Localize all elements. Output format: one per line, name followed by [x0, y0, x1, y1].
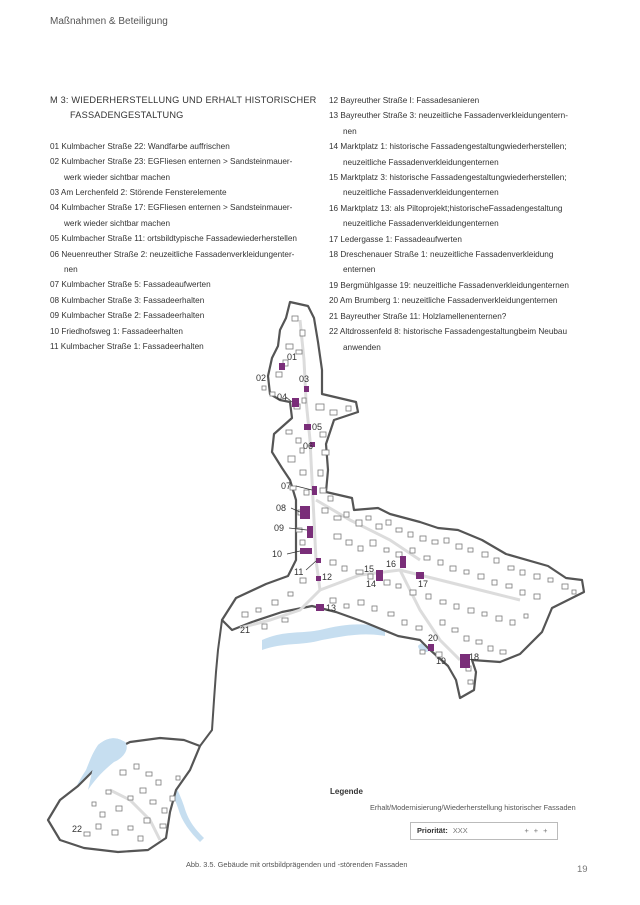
building [346, 540, 352, 545]
building [328, 496, 333, 501]
measure-item-text: 15 Marktplatz 3: historische Fassadengestaltungwiederherstellen; [329, 173, 567, 183]
building [426, 594, 431, 599]
building [478, 574, 484, 579]
highlighted-building [376, 570, 383, 581]
building [300, 540, 305, 545]
measure-item-text: 21 Bayreuther Straße 11: Holzlamellenenternen? [329, 311, 507, 321]
highlighted-building [416, 572, 424, 579]
measure-item-text: 02 Kulmbacher Straße 23: EGFliesen enternen > Sandsteinmauer- [50, 157, 293, 167]
measure-item-continuation: werk wieder sichtbar machen [64, 172, 171, 182]
building [494, 558, 499, 563]
building [286, 344, 293, 349]
measure-item-text: 14 Marktplatz 1: historische Fassadengestaltungwiederherstellen; [329, 142, 567, 152]
highlighted-building [312, 486, 317, 495]
building [416, 626, 422, 630]
building [468, 548, 473, 552]
building [356, 520, 362, 526]
building [162, 808, 167, 813]
building [160, 824, 166, 828]
building [300, 578, 306, 583]
map-label: 08 [276, 503, 287, 513]
building [138, 836, 143, 841]
building [534, 574, 540, 579]
map-label: 17 [418, 579, 429, 589]
building [384, 580, 390, 585]
map-label: 06 [303, 441, 314, 451]
building [510, 620, 515, 625]
building [320, 432, 326, 437]
priority-scale: + + + [524, 826, 549, 835]
building [396, 528, 402, 532]
map-label: 16 [386, 559, 397, 569]
building [120, 770, 126, 775]
building [140, 788, 146, 793]
building [548, 578, 553, 582]
building [344, 512, 349, 517]
measure-item-text: 11 Kulmbacher Straße 1: Fassadeerhalten [50, 342, 204, 352]
measure-item-text: 10 Friedhofsweg 1: Fassadeerhalten [50, 326, 183, 336]
measure-item-continuation: enternen [343, 265, 376, 275]
measure-item-continuation: werk wieder sichtbar machen [64, 218, 171, 228]
measure-item-text: 18 Dreschenauer Straße 1: neuzeitliche Fassadenverkleidung [329, 250, 554, 260]
building [562, 584, 568, 589]
building [440, 620, 445, 625]
building [464, 570, 469, 574]
measure-item-text: 04 Kulmbacher Straße 17: EGFliesen enternen > Sandsteinmauer- [50, 203, 293, 213]
measure-item-text: 03 Am Lerchenfeld 2: Störende Fensterelemente [50, 188, 227, 198]
measure-item-text: 12 Bayreuther Straße I: Fassadesanieren [329, 96, 480, 105]
building [572, 590, 576, 594]
measure-item-continuation: neuzeitliche Fassadenverkleidungenternen [343, 157, 499, 167]
map-label: 14 [366, 579, 377, 589]
map-label: 07 [281, 481, 292, 491]
measure-heading-line1: M 3: WIEDERHERSTELLUNG UND ERHALT HISTORISCHER [50, 95, 317, 105]
page-number: 19 [577, 864, 588, 875]
building [128, 796, 133, 800]
measure-item-text: 19 Bergmühlgasse 19: neuzeitliche Fassadenverkleidungenternen [329, 280, 569, 290]
measure-item-text: 09 Kulmbacher Straße 2: Fassadeerhalten [50, 311, 205, 321]
building [524, 614, 528, 618]
map-label: 04 [277, 392, 288, 402]
building [334, 534, 341, 539]
building [410, 590, 416, 595]
highlighted-building [316, 604, 324, 611]
building [500, 650, 506, 654]
highlighted-building [279, 363, 285, 370]
building [358, 600, 364, 605]
building [482, 612, 487, 616]
building [468, 680, 473, 684]
building [506, 584, 512, 588]
building [112, 830, 118, 835]
building [440, 600, 446, 604]
river [262, 624, 385, 650]
measure-item-continuation: neuzeitliche Fassadenverkleidungenternen [343, 188, 499, 198]
highlighted-building [304, 424, 311, 430]
map-label: 12 [322, 572, 333, 582]
building [150, 800, 156, 804]
map-label: 13 [326, 603, 337, 613]
building [396, 584, 401, 588]
building [242, 612, 248, 617]
building [496, 616, 502, 621]
building [464, 636, 469, 641]
building [272, 600, 278, 605]
priority-box [410, 822, 558, 840]
legend-title: Legende [330, 787, 363, 796]
measure-item-text: 07 Kulmbacher Straße 5: Fassadeaufwerten [50, 280, 211, 290]
building [282, 618, 288, 622]
building [508, 566, 514, 570]
building [452, 628, 458, 632]
building [262, 386, 266, 390]
building [408, 532, 413, 537]
building [144, 818, 150, 823]
building [106, 790, 111, 794]
building [84, 832, 90, 836]
building [316, 404, 324, 410]
building [410, 548, 415, 553]
building [356, 570, 363, 574]
building [488, 646, 493, 651]
building [344, 604, 349, 608]
building [342, 566, 347, 571]
highlighted-building [400, 556, 406, 568]
building [520, 570, 525, 575]
building [134, 764, 139, 769]
building [318, 470, 323, 476]
building [402, 620, 407, 625]
building [384, 548, 389, 552]
measure-item-text: 13 Bayreuther Straße 3: neuzeitliche Fassadenverkleidungentern- [329, 111, 568, 121]
building [176, 776, 180, 780]
building [444, 538, 449, 543]
building [468, 608, 474, 613]
page-header: Maßnahmen & Beteiligung [50, 16, 168, 27]
building [438, 560, 443, 565]
building [372, 606, 377, 611]
building [370, 540, 376, 546]
building [128, 826, 133, 830]
building [322, 450, 329, 455]
building [386, 520, 391, 525]
measure-item-continuation: anwenden [343, 342, 381, 352]
figure-caption: Abb. 3.5. Gebäude mit ortsbildprägenden und -störenden Fassaden [186, 860, 408, 869]
building [334, 516, 341, 520]
building [482, 552, 488, 557]
measure-item-continuation: neuzeitliche Fassadenverkleidungenternen [343, 219, 499, 229]
building [520, 590, 525, 595]
map-label: 10 [272, 549, 283, 559]
building [534, 594, 540, 599]
building [346, 406, 351, 411]
map-label: 15 [364, 564, 375, 574]
building [432, 540, 438, 544]
building [420, 536, 426, 541]
highlighted-building [316, 576, 321, 581]
building [92, 802, 96, 806]
building [450, 566, 456, 571]
measure-item-text: 20 Am Brumberg 1: neuzeitliche Fassadenverkleidungenternen [329, 296, 558, 306]
highlighted-building [300, 506, 310, 519]
building [96, 824, 101, 829]
measure-item-text: 08 Kulmbacher Straße 3: Fassadeerhalten [50, 295, 205, 305]
building [276, 372, 282, 377]
building [330, 410, 337, 415]
map-label: 02 [256, 373, 267, 383]
priority-label: Priorität: [417, 826, 448, 835]
highlighted-building [304, 386, 309, 392]
map-label: 09 [274, 523, 285, 533]
building [388, 612, 394, 616]
measure-item-text: 16 Marktplatz 13: als Piltoprojekt;historischeFassadengestaltung [329, 203, 563, 213]
measure-item-continuation: nen [64, 265, 78, 275]
building [420, 650, 425, 654]
highlighted-building [307, 526, 313, 538]
map-label: 22 [72, 824, 83, 834]
measure-item-continuation: nen [343, 126, 357, 136]
building [322, 508, 328, 513]
map-label: 03 [299, 374, 310, 384]
building [300, 330, 305, 336]
building [330, 560, 336, 565]
building [476, 640, 482, 644]
highlighted-building [300, 548, 312, 554]
building [296, 438, 301, 443]
map-label: 11 [294, 567, 304, 577]
highlighted-building [316, 558, 321, 563]
highlighted-building [292, 398, 299, 407]
building [262, 624, 267, 629]
measure-item-text: 05 Kulmbacher Straße 11: ortsbildtypische Fassadewiederherstellen [50, 234, 297, 244]
building [304, 490, 309, 495]
map-label: 01 [287, 352, 298, 362]
building [156, 780, 161, 785]
building [292, 316, 298, 321]
building [366, 516, 371, 520]
highlighted-building [428, 644, 434, 651]
building [270, 392, 275, 396]
building [146, 772, 152, 776]
map-label: 21 [240, 625, 251, 635]
map-label: 20 [428, 633, 439, 643]
map-label: 18 [469, 652, 480, 662]
measure-item-text: 06 Neuenreuther Straße 2: neuzeitliche Fassadenverkleidungenter- [50, 249, 295, 259]
measure-item-text: 22 Altdrossenfeld 8: historische Fassadengestaltungbeim Neubau [329, 327, 568, 337]
building [456, 544, 462, 549]
building [116, 806, 122, 811]
building [170, 796, 175, 801]
legend-description: Erhalt/Modernisierung/Wiederherstellung historischer Fassaden [370, 803, 576, 812]
building [302, 398, 306, 403]
building [424, 556, 430, 560]
measure-item-text: 17 Ledergasse 1: Fassadeaufwerten [329, 234, 462, 244]
building [376, 524, 382, 529]
priority-value: XXX [452, 826, 468, 835]
building [320, 488, 326, 493]
building [100, 812, 105, 817]
connector-path [200, 620, 222, 746]
building [300, 470, 306, 475]
building [358, 546, 363, 551]
measure-item-text: 01 Kulmbacher Straße 22: Wandfarbe auffrischen [50, 141, 230, 151]
building [454, 604, 459, 609]
map-label: 05 [312, 422, 323, 432]
building [286, 430, 292, 434]
building [288, 456, 295, 462]
map-label: 19 [436, 656, 447, 666]
building [288, 592, 293, 596]
building [492, 580, 497, 585]
measure-heading-line2: FASSADENGESTALTUNG [70, 110, 184, 121]
building [256, 608, 261, 612]
